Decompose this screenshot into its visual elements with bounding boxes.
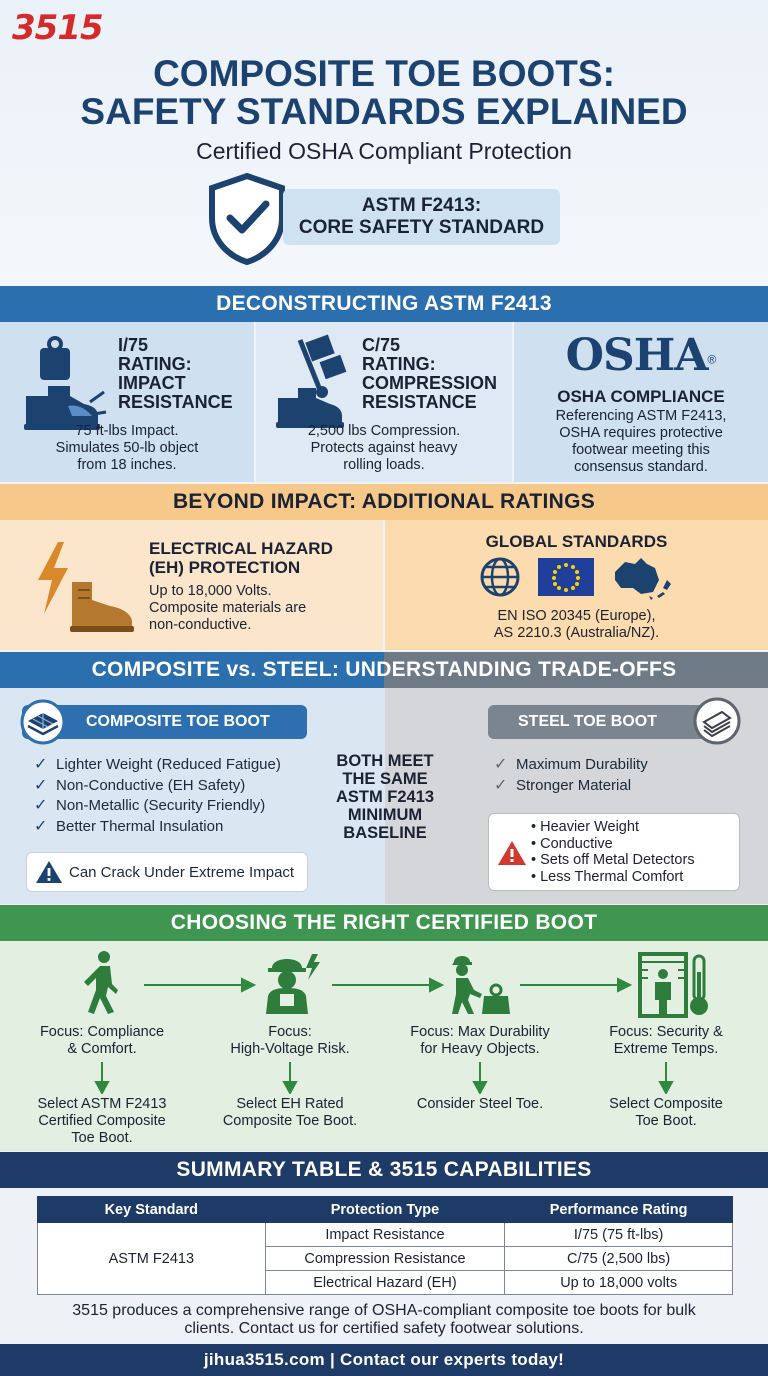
page-title-line2: SAFETY STANDARDS EXPLAINED	[80, 91, 688, 132]
list-item: • Conductive	[531, 835, 613, 852]
list-item	[34, 755, 281, 776]
step-3-focus-l2: for Heavy Objects.	[420, 1041, 540, 1057]
compression-title-l4: RESISTANCE	[362, 392, 477, 412]
steel-pro-text: Stronger Material	[516, 776, 632, 794]
page-title	[0, 55, 768, 131]
compare-heading: COMPOSITE vs. STEEL: UNDERSTANDING TRADE-OFFS	[91, 658, 677, 681]
compression-title-l1: C/75	[362, 335, 401, 355]
step-4-focus-l1: Focus: Security &	[609, 1024, 723, 1040]
steel-con-text: Less Thermal Comfort	[540, 868, 684, 885]
step-3-select	[394, 1096, 566, 1113]
table-cell: Electrical Hazard (EH)	[265, 1271, 505, 1295]
check-icon: ✓	[494, 776, 508, 794]
step-2-focus-l2: High-Voltage Risk.	[230, 1041, 350, 1057]
eh-title	[149, 539, 333, 577]
list-item: • Heavier Weight	[531, 819, 639, 835]
list-item	[34, 817, 281, 838]
steel-cons-box	[488, 813, 740, 891]
steel-cons	[531, 819, 695, 885]
choosing-heading: CHOOSING THE RIGHT CERTIFIED BOOT	[0, 905, 768, 941]
australia-nz-map-icon	[611, 554, 677, 605]
steel-con-text: Heavier Weight	[540, 819, 639, 835]
footer-link[interactable]: jihua3515.com | Contact our experts today!	[0, 1344, 768, 1376]
baseline-l2: THE SAME	[342, 770, 428, 788]
osha-title: OSHA COMPLIANCE	[557, 387, 725, 406]
step-4-focus-l2: Extreme Temps.	[613, 1041, 719, 1057]
compression-title-l2: RATING:	[362, 354, 436, 374]
step-1-select-l2: Certified Composite	[38, 1113, 166, 1129]
flow-arrows	[0, 975, 768, 995]
list-item	[494, 776, 648, 797]
osha-desc-l4: consensus standard.	[574, 459, 708, 475]
warning-icon	[35, 859, 63, 885]
impact-card	[0, 322, 254, 482]
osha-desc-l3: footwear meeting this	[572, 442, 710, 458]
page-subtitle: Certified OSHA Compliant Protection	[196, 138, 572, 164]
step-1-focus	[22, 1024, 182, 1058]
step-4-select-l2: Toe Boot.	[635, 1113, 697, 1129]
step-2-select-l1: Select EH Rated	[236, 1096, 344, 1112]
impact-title-l1: I/75	[118, 335, 149, 355]
summary-note-l2: clients. Contact us for certified safety footwear solutions.	[184, 1320, 584, 1337]
osha-desc	[514, 408, 768, 476]
step-3-select-l1: Consider Steel Toe.	[416, 1096, 544, 1112]
shield-icon	[206, 172, 288, 271]
osha-desc-l1: Referencing ASTM F2413,	[555, 408, 727, 424]
step-1-focus-l2: & Comfort.	[67, 1041, 137, 1057]
steel-con-text: Conductive	[540, 835, 613, 852]
check-icon: ✓	[34, 756, 48, 773]
list-item	[34, 776, 281, 797]
impact-title	[118, 336, 233, 412]
osha-logo-text: OSHA	[565, 330, 708, 381]
check-icon: ✓	[34, 797, 48, 814]
down-arrows	[0, 1062, 768, 1094]
composite-label-text: COMPOSITE TOE BOOT	[86, 713, 270, 730]
compression-desc-l3: rolling loads.	[343, 457, 425, 473]
baseline-note	[318, 752, 452, 842]
compression-desc-l1: 2,500 lbs Compression.	[307, 423, 461, 439]
badge-line2: CORE SAFETY STANDARD	[298, 217, 545, 238]
eh-card	[0, 520, 383, 650]
osha-logo	[514, 330, 768, 380]
steel-plate-icon	[692, 696, 742, 751]
compression-card	[256, 322, 512, 482]
baseline-l5: BASELINE	[343, 824, 427, 842]
impact-desc-l1: 75 ft-lbs Impact.	[75, 423, 179, 439]
standard-badge	[283, 189, 560, 245]
global-desc-l1: EN ISO 20345 (Europe),	[497, 608, 656, 624]
impact-title-l4: RESISTANCE	[118, 392, 233, 412]
check-icon: ✓	[34, 776, 48, 794]
list-item	[34, 796, 281, 817]
steel-con-text: Sets off Metal Detectors	[540, 852, 695, 868]
lightning-icon	[36, 542, 70, 619]
step-1-select-l1: Select ASTM F2413	[37, 1096, 167, 1112]
composite-pros	[34, 755, 281, 837]
impact-title-l2: RATING:	[118, 354, 192, 374]
composite-pro-text: Better Thermal Insulation	[56, 817, 224, 835]
column-header: Performance Rating	[505, 1197, 733, 1223]
eh-desc-l2: Composite materials are	[149, 600, 307, 616]
summary-table	[37, 1196, 733, 1295]
compression-desc	[256, 423, 512, 474]
steel-pros	[494, 755, 648, 796]
osha-desc-l2: OSHA requires protective	[559, 425, 723, 441]
check-icon: ✓	[34, 817, 48, 835]
badge-line1: ASTM F2413:	[361, 195, 482, 216]
step-2-focus	[210, 1024, 370, 1058]
impact-desc-l2: Simulates 50-lb object	[55, 440, 199, 456]
table-cell: Compression Resistance	[265, 1247, 505, 1271]
baseline-l4: MINIMUM	[347, 806, 423, 824]
eh-title-l1: ELECTRICAL HAZARD	[149, 539, 333, 558]
step-4-focus	[586, 1024, 746, 1058]
table-cell: C/75 (2,500 lbs)	[505, 1247, 733, 1271]
brand-logo[interactable]: 3515	[12, 8, 103, 48]
compression-desc-l2: Protects against heavy	[310, 440, 458, 456]
check-icon: ✓	[494, 756, 508, 773]
eh-desc-l1: Up to 18,000 Volts.	[149, 583, 272, 599]
baseline-l1: BOTH MEET	[336, 752, 434, 770]
global-card	[385, 520, 768, 650]
composite-warning-text: Can Crack Under Extreme Impact	[69, 863, 295, 881]
global-title: GLOBAL STANDARDS	[485, 532, 668, 551]
list-item: • Sets off Metal Detectors	[531, 852, 695, 868]
table-row	[38, 1223, 733, 1247]
deconstruct-heading: DECONSTRUCTING ASTM F2413	[0, 286, 768, 322]
steel-label-text: STEEL TOE BOOT	[518, 713, 657, 730]
warning-icon	[497, 839, 527, 867]
impact-title-l3: IMPACT	[118, 373, 186, 393]
composite-pro-text: Non-Metallic (Security Friendly)	[56, 797, 266, 814]
steel-label	[488, 705, 712, 739]
global-desc	[385, 608, 768, 642]
step-2-focus-l1: Focus:	[268, 1024, 312, 1040]
composite-warning	[26, 852, 308, 892]
table-cell: Impact Resistance	[265, 1223, 505, 1247]
step-3-focus	[394, 1024, 566, 1058]
list-item	[494, 755, 648, 776]
eu-flag-icon	[538, 558, 594, 601]
beyond-heading: BEYOND IMPACT: ADDITIONAL RATINGS	[0, 484, 768, 520]
compression-title-l3: COMPRESSION	[362, 373, 498, 393]
step-4-select-l1: Select Composite	[609, 1096, 723, 1112]
osha-card	[514, 322, 768, 482]
step-2-select-l2: Composite Toe Boot.	[222, 1113, 358, 1129]
step-4-select	[586, 1096, 746, 1130]
composite-material-icon	[20, 699, 66, 750]
impact-desc-l3: from 18 inches.	[77, 457, 177, 473]
steel-pro-text: Maximum Durability	[516, 756, 648, 773]
list-item: • Less Thermal Comfort	[531, 868, 684, 885]
summary-note-l1: 3515 produces a comprehensive range of OSHA-compliant composite toe boots for bulk	[72, 1302, 696, 1319]
impact-desc	[0, 423, 254, 474]
step-1-select	[22, 1096, 182, 1147]
step-3-focus-l1: Focus: Max Durability	[410, 1024, 550, 1040]
standard-cell: ASTM F2413	[38, 1223, 266, 1295]
step-1-select-l3: Toe Boot.	[71, 1130, 133, 1146]
baseline-l3: ASTM F2413	[335, 788, 435, 806]
compression-title	[362, 336, 497, 412]
table-cell: I/75 (75 ft-lbs)	[505, 1223, 733, 1247]
composite-pro-text: Lighter Weight (Reduced Fatigue)	[56, 756, 281, 773]
hand-truck-boot-icon	[272, 332, 364, 437]
boot-icon	[66, 576, 138, 639]
step-1-focus-l1: Focus: Compliance	[39, 1024, 165, 1040]
osha-reg-mark: ®	[707, 352, 717, 367]
composite-pro-text: Non-Conductive (EH Safety)	[56, 776, 246, 794]
summary-note	[0, 1302, 768, 1338]
eh-title-l2: (EH) PROTECTION	[149, 558, 301, 577]
column-header: Protection Type	[265, 1197, 505, 1223]
eh-desc-l3: non-conductive.	[149, 617, 252, 633]
summary-heading: SUMMARY TABLE & 3515 CAPABILITIES	[0, 1152, 768, 1188]
page-title-line1: COMPOSITE TOE BOOTS:	[153, 53, 615, 94]
eh-desc	[149, 583, 306, 634]
global-desc-l2: AS 2210.3 (Australia/NZ).	[493, 625, 660, 641]
step-2-select	[200, 1096, 380, 1130]
table-cell: Up to 18,000 volts	[505, 1271, 733, 1295]
column-header: Key Standard	[38, 1197, 266, 1223]
globe-icon	[479, 556, 521, 603]
